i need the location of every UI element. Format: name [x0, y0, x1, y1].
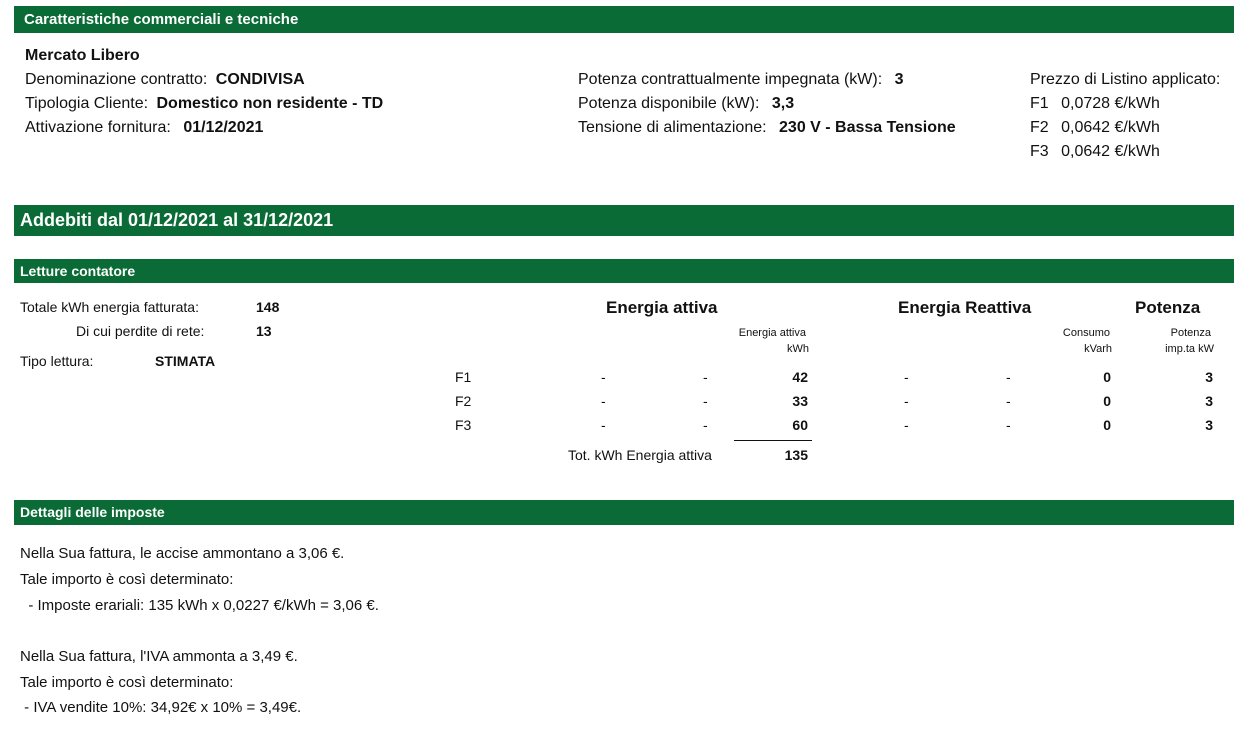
power-available-row	[578, 95, 794, 113]
row-dash: -	[601, 393, 606, 409]
excise-calc-line: - Imposte erariali: 135 kWh x 0,0227 €/kWh = 3,06 €.	[20, 597, 379, 614]
power-committed-label: Potenza contrattualmente impegnata (kW):	[578, 71, 883, 88]
activation-row	[25, 119, 263, 137]
power-available-label: Potenza disponibile (kW):	[578, 95, 760, 112]
row-dash: -	[1006, 369, 1011, 385]
reading-type-value: STIMATA	[155, 353, 216, 369]
section-header-taxes: Dettagli delle imposte	[14, 500, 1234, 525]
power-committed-value: 3	[894, 71, 904, 88]
reading-type-label: Tipo lettura:	[20, 353, 94, 369]
excise-determined-line: Tale importo è così determinato:	[20, 571, 234, 588]
heading-active-energy: Energia attiva	[606, 298, 718, 317]
voltage-value: 230 V - Bassa Tensione	[779, 119, 956, 136]
row-dash: -	[904, 393, 909, 409]
grid-losses-value: 13	[256, 323, 272, 339]
power-available-value: 3,3	[771, 95, 795, 112]
total-active-label: Tot. kWh Energia attiva	[568, 447, 712, 463]
vat-total-line: Nella Sua fattura, l'IVA ammonta a 3,49 €.	[20, 648, 298, 665]
row-dash: -	[904, 369, 909, 385]
subheading-power-1: Potenza	[1170, 327, 1211, 339]
row-dash: -	[703, 369, 708, 385]
price-f3	[1030, 143, 1160, 161]
price-f1	[1030, 95, 1160, 113]
subheading-consumo-1: Consumo	[1062, 327, 1110, 339]
row-dash: -	[601, 369, 606, 385]
row-power-value: 3	[1205, 417, 1213, 433]
total-rule	[734, 440, 812, 441]
row-active-value: 60	[792, 417, 808, 433]
heading-power: Potenza	[1135, 298, 1201, 317]
customer-type-label: Tipologia Cliente:	[25, 95, 149, 112]
power-committed-row	[578, 71, 904, 89]
row-dash: -	[703, 417, 708, 433]
heading-reactive-energy: Energia Reattiva	[898, 298, 1032, 317]
row-band: F2	[455, 393, 472, 409]
total-kwh-value: 148	[256, 299, 280, 315]
price-f3-value: 0,0642 €/kWh	[1061, 143, 1160, 160]
row-dash: -	[1006, 393, 1011, 409]
voltage-row	[578, 119, 956, 137]
row-band: F1	[455, 369, 472, 385]
row-power-value: 3	[1205, 369, 1213, 385]
vat-calc-line: - IVA vendite 10%: 34,92€ x 10% = 3,49€.	[20, 699, 302, 716]
price-f2-band: F2	[1030, 119, 1049, 136]
subheading-active-2: kWh	[787, 343, 809, 355]
price-list-title: Prezzo di Listino applicato:	[1030, 71, 1221, 88]
charges-period-header: Addebiti dal 01/12/2021 al 31/12/2021	[14, 205, 1234, 236]
customer-type-value: Domestico non residente - TD	[156, 95, 384, 112]
activation-value: 01/12/2021	[183, 119, 264, 136]
contract-name-value: CONDIVISA	[215, 71, 305, 88]
price-f3-band: F3	[1030, 143, 1049, 160]
price-f1-value: 0,0728 €/kWh	[1061, 95, 1160, 112]
row-active-value: 42	[792, 369, 808, 385]
price-f1-band: F1	[1030, 95, 1049, 112]
activation-label: Attivazione fornitura:	[25, 119, 171, 136]
row-reactive-value: 0	[1103, 369, 1111, 385]
vat-determined-line: Tale importo è così determinato:	[20, 674, 234, 691]
row-reactive-value: 0	[1103, 393, 1111, 409]
customer-type-row	[25, 95, 383, 113]
contract-name-row	[25, 71, 305, 89]
contract-name-label: Denominazione contratto:	[25, 71, 208, 88]
row-dash: -	[904, 417, 909, 433]
section-header-meter-readings: Letture contatore	[14, 259, 1234, 283]
row-dash: -	[703, 393, 708, 409]
subheading-consumo-2: kVarh	[1084, 343, 1112, 355]
row-dash: -	[601, 417, 606, 433]
subheading-power-2: imp.ta kW	[1165, 343, 1214, 355]
row-active-value: 33	[792, 393, 808, 409]
price-f2	[1030, 119, 1160, 137]
row-band: F3	[455, 417, 472, 433]
row-reactive-value: 0	[1103, 417, 1111, 433]
subheading-active-1: Energia attiva	[738, 327, 806, 339]
total-kwh-label: Totale kWh energia fatturata:	[20, 299, 199, 315]
market-type: Mercato Libero	[25, 47, 140, 64]
section-header-characteristics: Caratteristiche commerciali e tecniche	[14, 6, 1234, 33]
total-active-value: 135	[784, 447, 808, 463]
voltage-label: Tensione di alimentazione:	[578, 119, 767, 136]
price-f2-value: 0,0642 €/kWh	[1061, 119, 1160, 136]
row-power-value: 3	[1205, 393, 1213, 409]
row-dash: -	[1006, 417, 1011, 433]
excise-total-line: Nella Sua fattura, le accise ammontano a 3,06 €.	[20, 545, 345, 562]
grid-losses-label: Di cui perdite di rete:	[76, 323, 205, 339]
